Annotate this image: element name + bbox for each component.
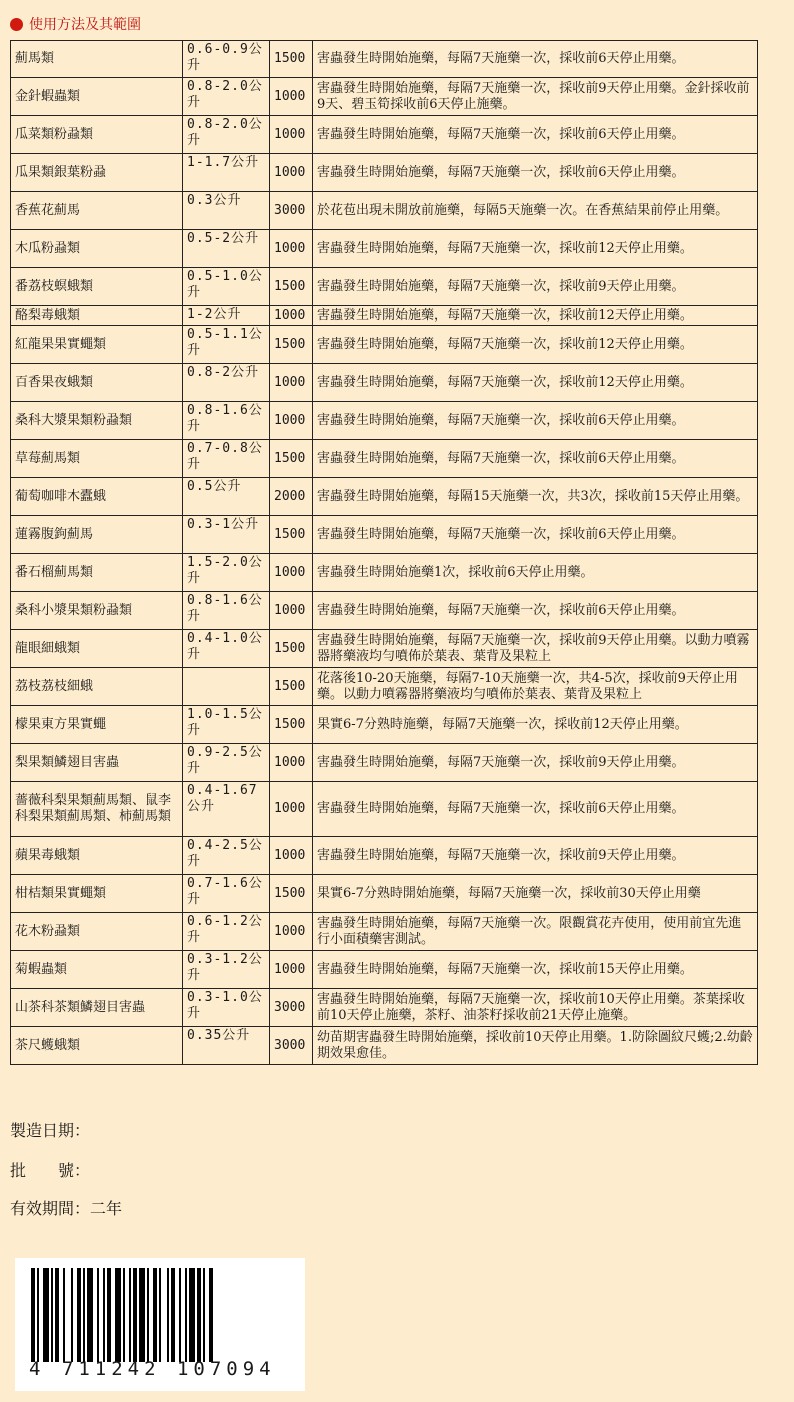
amount-cell: 1.0-1.5公升	[183, 706, 270, 744]
amount-cell: 0.3公升	[183, 192, 270, 230]
barcode-bar	[189, 1268, 195, 1362]
barcode-bar	[103, 1268, 105, 1362]
barcode-bar	[171, 1268, 175, 1362]
dilution-cell: 3000	[270, 1027, 313, 1065]
usage-cell: 害蟲發生時開始施藥，每隔7天施藥一次，採收前6天停止用藥。	[313, 592, 758, 630]
amount-cell: 1-2公升	[183, 306, 270, 326]
pest-cell: 蘋果毒蛾類	[11, 837, 183, 875]
barcode-bar	[159, 1268, 161, 1362]
amount-cell: 0.4-1.67公升	[183, 782, 270, 837]
section-title: 使用方法及其範圍	[29, 17, 141, 33]
table-row	[11, 913, 758, 951]
amount-cell: 0.8-1.6公升	[183, 402, 270, 440]
usage-cell: 害蟲發生時開始施藥，每隔7天施藥一次。限觀賞花卉使用，使用前宜先進行小面積藥害測試。	[313, 913, 758, 951]
amount-cell: 0.6-0.9公升	[183, 41, 270, 78]
pest-cell: 木瓜粉蝨類	[11, 230, 183, 268]
amount-cell: 0.7-0.8公升	[183, 440, 270, 478]
dilution-cell: 1000	[270, 744, 313, 782]
barcode-bar	[97, 1268, 99, 1362]
barcode-bar	[51, 1268, 53, 1362]
dilution-cell: 1500	[270, 516, 313, 554]
pest-cell: 桑科小漿果類粉蝨類	[11, 592, 183, 630]
barcode-bar	[209, 1268, 213, 1362]
dilution-cell: 1000	[270, 402, 313, 440]
usage-cell: 果實6-7分熟時開始施藥，每隔7天施藥一次，採收前30天停止用藥	[313, 875, 758, 913]
dilution-cell: 1000	[270, 78, 313, 116]
dilution-cell: 1500	[270, 706, 313, 744]
barcode-digits: 4 711242 107094	[29, 1358, 276, 1380]
barcode-bar	[139, 1268, 145, 1362]
usage-cell: 害蟲發生時開始施藥，每隔7天施藥一次，採收前9天停止用藥。	[313, 744, 758, 782]
pest-cell: 山茶科茶類鱗翅目害蟲	[11, 989, 183, 1027]
usage-cell: 害蟲發生時開始施藥，每隔7天施藥一次，採收前9天停止用藥。以動力噴霧器將藥液均勻噴佈於葉表、葉背及果粒上	[313, 630, 758, 668]
barcode-bar	[55, 1268, 59, 1362]
barcode-bar	[153, 1268, 157, 1362]
pest-cell: 番荔枝螟蛾類	[11, 268, 183, 306]
amount-cell: 0.6-1.2公升	[183, 913, 270, 951]
table-row	[11, 782, 758, 837]
dilution-cell: 1000	[270, 306, 313, 326]
table-row	[11, 951, 758, 989]
amount-cell: 0.8-2.0公升	[183, 78, 270, 116]
usage-cell: 害蟲發生時開始施藥，每隔7天施藥一次，採收前9天停止用藥。	[313, 268, 758, 306]
table-row	[11, 630, 758, 668]
barcode-bars	[31, 1268, 287, 1362]
amount-cell: 0.8-2.0公升	[183, 116, 270, 154]
pest-cell: 瓜果類銀葉粉蝨	[11, 154, 183, 192]
dilution-cell: 1000	[270, 116, 313, 154]
barcode-bar	[107, 1268, 111, 1362]
amount-cell: 0.7-1.6公升	[183, 875, 270, 913]
table-row	[11, 154, 758, 192]
batch-number: 批 號：	[10, 1161, 91, 1180]
barcode-bar	[147, 1268, 149, 1362]
table-row	[11, 78, 758, 116]
usage-cell: 害蟲發生時開始施藥，每隔7天施藥一次，採收前6天停止用藥。	[313, 116, 758, 154]
table-row	[11, 554, 758, 592]
amount-cell: 0.3-1公升	[183, 516, 270, 554]
barcode-bar	[77, 1268, 81, 1362]
barcode-bar	[31, 1268, 35, 1362]
pest-cell: 薔薇科梨果類薊馬類、鼠李科梨果類薊馬類、柿薊馬類	[11, 782, 183, 837]
pest-cell: 花木粉蝨類	[11, 913, 183, 951]
amount-cell: 0.5-2公升	[183, 230, 270, 268]
table-row	[11, 268, 758, 306]
usage-cell: 害蟲發生時開始施藥，每隔7天施藥一次，採收前10天停止用藥。茶葉採收前10天停止施藥，茶籽、油茶籽採收前21天停止施藥。	[313, 989, 758, 1027]
table-row	[11, 326, 758, 364]
pest-cell: 金針蝦蟲類	[11, 78, 183, 116]
pest-cell: 梨果類鱗翅目害蟲	[11, 744, 183, 782]
amount-cell: 0.5-1.0公升	[183, 268, 270, 306]
table-row	[11, 478, 758, 516]
barcode-bar	[203, 1268, 205, 1362]
amount-cell	[183, 668, 270, 706]
table-row	[11, 668, 758, 706]
dilution-cell: 3000	[270, 192, 313, 230]
amount-cell: 0.8-2公升	[183, 364, 270, 402]
usage-cell: 害蟲發生時開始施藥，每隔7天施藥一次，採收前15天停止用藥。	[313, 951, 758, 989]
dilution-cell: 1000	[270, 230, 313, 268]
pest-cell: 茶尺蠖蛾類	[11, 1027, 183, 1065]
dilution-cell: 1500	[270, 668, 313, 706]
amount-cell: 0.3-1.2公升	[183, 951, 270, 989]
usage-cell: 害蟲發生時開始施藥，每隔7天施藥一次，採收前6天停止用藥。	[313, 782, 758, 837]
usage-cell: 幼苗期害蟲發生時開始施藥，採收前10天停止用藥。1.防除圖紋尺蠖;2.幼齡期效果愈佳。	[313, 1027, 758, 1065]
table-row	[11, 192, 758, 230]
dilution-cell: 1500	[270, 440, 313, 478]
dilution-cell: 1500	[270, 41, 313, 78]
barcode-bar	[43, 1268, 49, 1362]
table-row	[11, 516, 758, 554]
usage-cell: 害蟲發生時開始施藥，每隔15天施藥一次，共3次，採收前15天停止用藥。	[313, 478, 758, 516]
dilution-cell: 2000	[270, 478, 313, 516]
bullet-icon	[10, 18, 23, 31]
pest-cell: 荔枝荔枝細蛾	[11, 668, 183, 706]
usage-cell: 害蟲發生時開始施藥1次，採收前6天停止用藥。	[313, 554, 758, 592]
pest-cell: 紅龍果果實蠅類	[11, 326, 183, 364]
amount-cell: 0.8-1.6公升	[183, 592, 270, 630]
table-row	[11, 230, 758, 268]
pest-cell: 番石榴薊馬類	[11, 554, 183, 592]
pest-cell: 菊蝦蟲類	[11, 951, 183, 989]
usage-cell: 害蟲發生時開始施藥，每隔7天施藥一次，採收前9天停止用藥。金針採收前9天、碧玉筍採收前6天停止施藥。	[313, 78, 758, 116]
amount-cell: 1-1.7公升	[183, 154, 270, 192]
dilution-cell: 1000	[270, 154, 313, 192]
pest-cell: 百香果夜蛾類	[11, 364, 183, 402]
barcode-bar	[129, 1268, 131, 1362]
dilution-cell: 1500	[270, 630, 313, 668]
table-row	[11, 306, 758, 326]
usage-cell: 花落後10-20天施藥，每隔7-10天施藥一次，共4-5次，採收前9天停止用藥。以動力噴霧器將藥液均勻噴佈於葉表、葉背及果粒上	[313, 668, 758, 706]
table-row	[11, 1027, 758, 1065]
barcode-bar	[37, 1268, 39, 1362]
table-row	[11, 744, 758, 782]
usage-cell: 害蟲發生時開始施藥，每隔7天施藥一次，採收前6天停止用藥。	[313, 402, 758, 440]
pest-cell: 香蕉花薊馬	[11, 192, 183, 230]
usage-cell: 害蟲發生時開始施藥，每隔7天施藥一次，採收前6天停止用藥。	[313, 440, 758, 478]
usage-cell: 害蟲發生時開始施藥，每隔7天施藥一次，採收前9天停止用藥。	[313, 837, 758, 875]
amount-cell: 0.5-1.1公升	[183, 326, 270, 364]
barcode-bar	[87, 1268, 93, 1362]
pest-cell: 柑桔類果實蠅類	[11, 875, 183, 913]
table-row	[11, 592, 758, 630]
table-row	[11, 116, 758, 154]
amount-cell: 0.5公升	[183, 478, 270, 516]
usage-cell: 果實6-7分熟時施藥，每隔7天施藥一次，採收前12天停止用藥。	[313, 706, 758, 744]
usage-cell: 害蟲發生時開始施藥，每隔7天施藥一次，採收前6天停止用藥。	[313, 41, 758, 78]
pest-cell: 薊馬類	[11, 41, 183, 78]
pest-cell: 蓮霧腹鉤薊馬	[11, 516, 183, 554]
dilution-cell: 1000	[270, 364, 313, 402]
amount-cell: 0.4-2.5公升	[183, 837, 270, 875]
table-row	[11, 440, 758, 478]
usage-cell: 害蟲發生時開始施藥，每隔7天施藥一次，採收前12天停止用藥。	[313, 230, 758, 268]
amount-cell: 1.5-2.0公升	[183, 554, 270, 592]
pest-cell: 瓜菜類粉蝨類	[11, 116, 183, 154]
dilution-cell: 1500	[270, 326, 313, 364]
amount-cell: 0.3-1.0公升	[183, 989, 270, 1027]
table-row	[11, 706, 758, 744]
pest-cell: 龍眼細蛾類	[11, 630, 183, 668]
dilution-cell: 1500	[270, 268, 313, 306]
barcode-bar	[133, 1268, 137, 1362]
barcode-bar	[179, 1268, 181, 1362]
dilution-cell: 1000	[270, 592, 313, 630]
table-row	[11, 837, 758, 875]
section-header	[10, 12, 141, 36]
dilution-cell: 3000	[270, 989, 313, 1027]
usage-cell: 害蟲發生時開始施藥，每隔7天施藥一次，採收前12天停止用藥。	[313, 326, 758, 364]
amount-cell: 0.35公升	[183, 1027, 270, 1065]
dilution-cell: 1000	[270, 913, 313, 951]
barcode-bar	[63, 1268, 65, 1362]
dilution-cell: 1500	[270, 875, 313, 913]
usage-cell: 害蟲發生時開始施藥，每隔7天施藥一次，採收前12天停止用藥。	[313, 306, 758, 326]
dilution-cell: 1000	[270, 837, 313, 875]
validity-period: 有效期間：二年	[10, 1199, 123, 1218]
dilution-cell: 1000	[270, 782, 313, 837]
pest-cell: 檬果東方果實蠅	[11, 706, 183, 744]
table-row	[11, 989, 758, 1027]
table-row	[11, 41, 758, 78]
barcode-bar	[115, 1268, 121, 1362]
amount-cell: 0.9-2.5公升	[183, 744, 270, 782]
usage-cell: 害蟲發生時開始施藥，每隔7天施藥一次，採收前6天停止用藥。	[313, 516, 758, 554]
barcode-bar	[167, 1268, 169, 1362]
table-row	[11, 875, 758, 913]
table-row	[11, 364, 758, 402]
barcode	[15, 1258, 305, 1391]
barcode-bar	[185, 1268, 187, 1362]
manufacture-date: 製造日期：	[10, 1121, 91, 1140]
pest-cell: 桑科大漿果類粉蝨類	[11, 402, 183, 440]
pest-cell: 草莓薊馬類	[11, 440, 183, 478]
barcode-bar	[197, 1268, 201, 1362]
usage-cell: 於花苞出現未開放前施藥，每隔5天施藥一次。在香蕉結果前停止用藥。	[313, 192, 758, 230]
pest-cell: 葡萄咖啡木蠹蛾	[11, 478, 183, 516]
usage-cell: 害蟲發生時開始施藥，每隔7天施藥一次，採收前12天停止用藥。	[313, 364, 758, 402]
amount-cell: 0.4-1.0公升	[183, 630, 270, 668]
barcode-bar	[123, 1268, 125, 1362]
usage-cell: 害蟲發生時開始施藥，每隔7天施藥一次，採收前6天停止用藥。	[313, 154, 758, 192]
dilution-cell: 1000	[270, 951, 313, 989]
pest-cell: 酪梨毒蛾類	[11, 306, 183, 326]
usage-table	[10, 40, 758, 1065]
barcode-bar	[71, 1268, 73, 1362]
barcode-bar	[83, 1268, 85, 1362]
dilution-cell: 1000	[270, 554, 313, 592]
table-row	[11, 402, 758, 440]
